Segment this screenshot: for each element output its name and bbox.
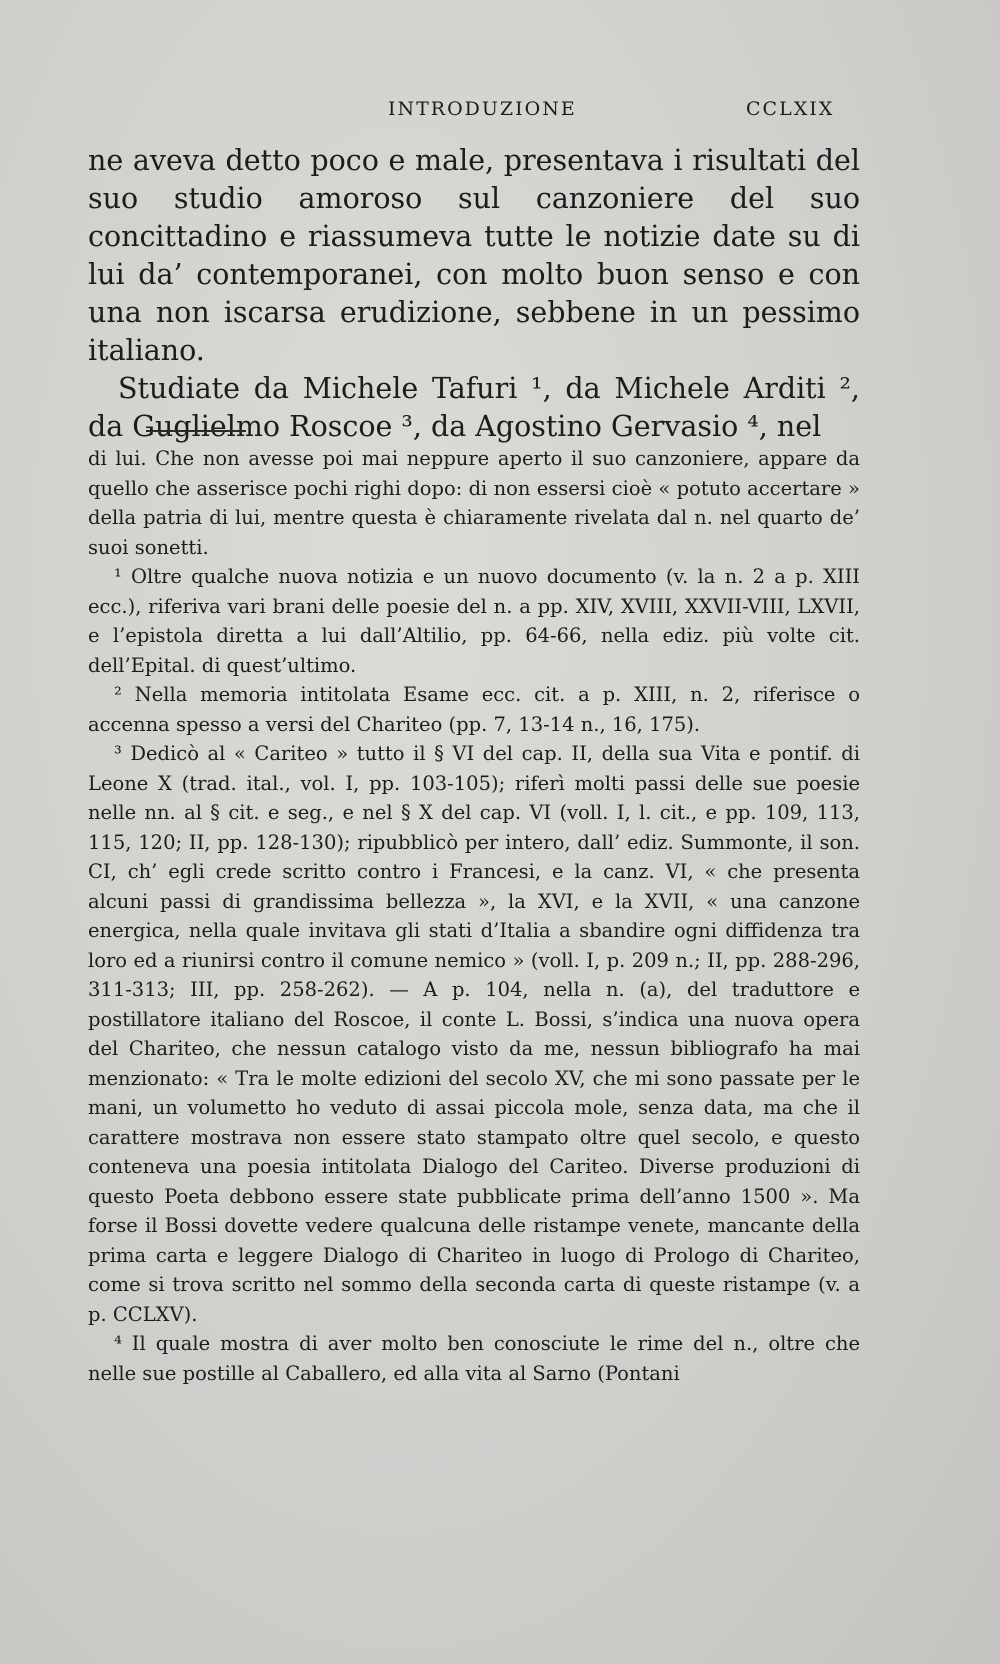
page-header (0, 98, 1000, 128)
running-title: INTRODUZIONE (388, 98, 577, 120)
body-paragraph: ne aveva detto poco e male, presentava i risultati del suo studio amoroso sul canzoniere del suo concittadino e riassumeva tutte le notizie date su di lui da’ contemporanei, con molto buon senso e con una non iscarsa erudizione, sebbene in un pessimo italiano. (88, 144, 860, 367)
main-text (88, 142, 860, 446)
footnote-3: ³ Dedicò al « Cariteo » tutto il § VI del cap. II, della sua Vita e pontif. di Leone X (trad. ital., vol. I, pp. 103-105); riferì molti passi delle sue poesie nelle nn. al § cit. e seg., e nel § X del cap. VI (voll. I, l. cit., e pp. 109, 113, 115, 120; II, pp. 128-130); ripubblicò per intero, dall’ ediz. Summonte, il son. CI, ch’ egli crede scritto contro i Francesi, e la canz. VI, « che presenta alcuni passi di grandissima bellezza », la XVI, e la XVII, « una canzone energica, nella quale invitava gli stati d’Italia a sbandire ogni diffidenza tra loro ed a riunirsi contro il comune nemico » (voll. I, p. 209 n.; II, pp. 288-296, 311-313; III, pp. 258-262). — A p. 104, nella n. (a), del traduttore e postillatore italiano del Roscoe, il conte L. Bossi, s’indica una nuova opera del Chariteo, che nessun catalogo visto da me, nessun bibliografo ha mai menzionato: « Tra le molte edizioni del secolo XV, che mi sono passate per le mani, un volumetto ho veduto di assai piccola mole, senza data, ma che il carattere mostrava non essere stato stampato oltre quel secolo, e questo conteneva una poesia intitolata Dialogo del Cariteo. Diverse produzioni di questo Poeta debbono essere state pubblicate prima dell’anno 1500 ». Ma forse il Bossi dovette vedere qualcuna delle ristampe venete, mancante della prima carta e leggere Dialogo di Chariteo in luogo di Prologo di Chariteo, come si trova scritto nel sommo della seconda carta di queste ristampe (v. a p. CCLXV). (88, 742, 860, 1326)
page-number: CCLXIX (746, 98, 835, 120)
footnote-1: ¹ Oltre qualche nuova notizia e un nuovo documento (v. la n. 2 a p. XIII ecc.), riferiva vari brani delle poesie del n. a pp. XIV, XVIII, XXVII-VIII, LXVII, e l’epistola diretta a lui dall’Altilio, pp. 64-66, nella ediz. più volte cit. dell’Epital. di quest’ultimo. (88, 565, 860, 677)
footnote-continuation: di lui. Che non avesse poi mai neppure aperto il suo canzoniere, appare da quello che asserisce pochi righi dopo: di non essersi cioè « potuto accertare » della patria di lui, mentre questa è chiaramente rivelata dal n. nel quarto de’ suoi sonetti. (88, 447, 860, 559)
footnote-2: ² Nella memoria intitolata Esame ecc. cit. a p. XIII, n. 2, riferisce o accenna spesso a versi del Chariteo (pp. 7, 13-14 n., 16, 175). (88, 683, 860, 736)
footnote-4: ⁴ Il quale mostra di aver molto ben conosciute le rime del n., oltre che nelle sue postille al Caballero, ed alla vita al Sarno (Pontani (88, 1332, 860, 1385)
footnote-separator (146, 430, 246, 432)
footnotes (88, 444, 860, 1388)
body-paragraph: Studiate da Michele Tafuri ¹, da Michele Arditi ², da Guglielmo Roscoe ³, da Agostino Gervasio ⁴, nel (88, 372, 860, 443)
